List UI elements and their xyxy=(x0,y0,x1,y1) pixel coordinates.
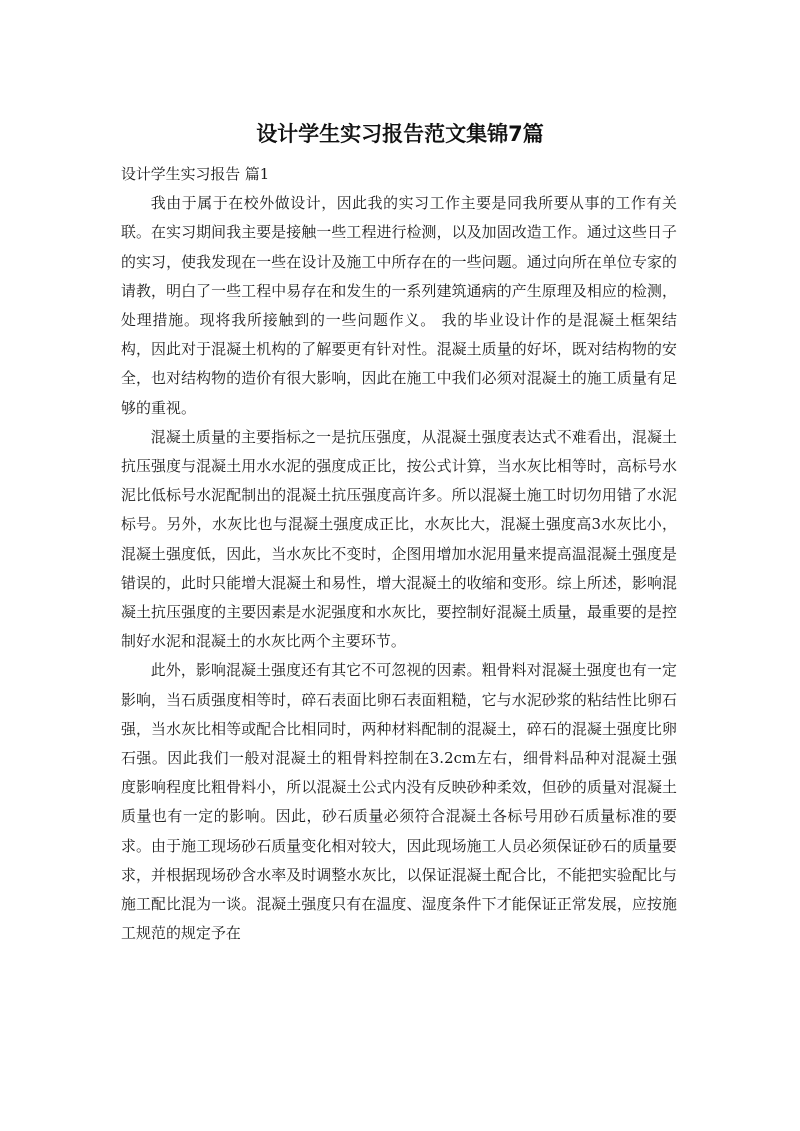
document-title: 设计学生实习报告范文集锦7篇 xyxy=(256,122,544,146)
body-paragraph: 混凝土质量的主要指标之一是抗压强度，从混凝土强度表达式不难看出，混凝土抗压强度与混凝土用水水泥的强度成正比，按公式计算，当水灰比相等时，高标号水泥比低标号水泥配制出的混凝土抗压强度高许多。所以混凝土施工时切勿用错了水泥标号。另外，水灰比也与混凝土强度成正比，水灰比大，混凝土强度高3水灰比小，混凝土强度低，因此，当水灰比不变时，企图用增加水泥用量来提高温混凝土强度是错误的，此时只能增大混凝土和易性，增大混凝土的收缩和变形。综上所述，影响混凝土抗压强度的主要因素是水泥强度和水灰比，要控制好混凝土质量，最重要的是控制好水泥和混凝土的水灰比两个主要环节。 xyxy=(121,427,677,651)
body-paragraph: 此外，影响混凝土强度还有其它不可忽视的因素。粗骨料对混凝土强度也有一定影响，当石质强度相等时，碎石表面比卵石表面粗糙，它与水泥砂浆的粘结性比卵石强，当水灰比相等或配合比相同时，两种材料配制的混凝土，碎石的混凝土强度比卵石强。因此我们一般对混凝土的粗骨料控制在3.2cm左右，细骨料品种对混凝土强度影响程度比粗骨料小，所以混凝土公式内没有反映砂种柔效，但砂的质量对混凝土质量也有一定的影响。因此，砂石质量必须符合混凝土各标号用砂石质量标准的要求。由于施工现场砂石质量变化相对较大，因此现场施工人员必须保证砂石的质量要求，并根据现场砂含水率及时调整水灰比，以保证混凝土配合比，不能把实验配比与施工配比混为一谈。混凝土强度只有在温度、湿度条件下才能保证正常发展，应按施工规范的规定予在 xyxy=(121,661,677,943)
body-paragraph: 我由于属于在校外做设计，因此我的实习工作主要是同我所要从事的工作有关联。在实习期间我主要是接触一些工程进行检测，以及加固改造工作。通过这些日子的实习，使我发现在一些在设计及施工中所存在的一些问题。通过向所在单位专家的请教，明白了一些工程中易存在和发生的一系列建筑通病的产生原理及相应的检测，处理措施。现将我所接触到的一些问题作义。 我的毕业设计作的是混凝土框架结构，因此对于混凝土机构的了解要更有针对性。混凝土质量的好坏，既对结构物的安全，也对结构物的造价有很大影响，因此在施工中我们必须对混凝土的施工质量有足够的重视。 xyxy=(121,194,677,417)
document-body xyxy=(121,160,677,948)
section-heading: 设计学生实习报告 篇1 xyxy=(121,165,270,183)
